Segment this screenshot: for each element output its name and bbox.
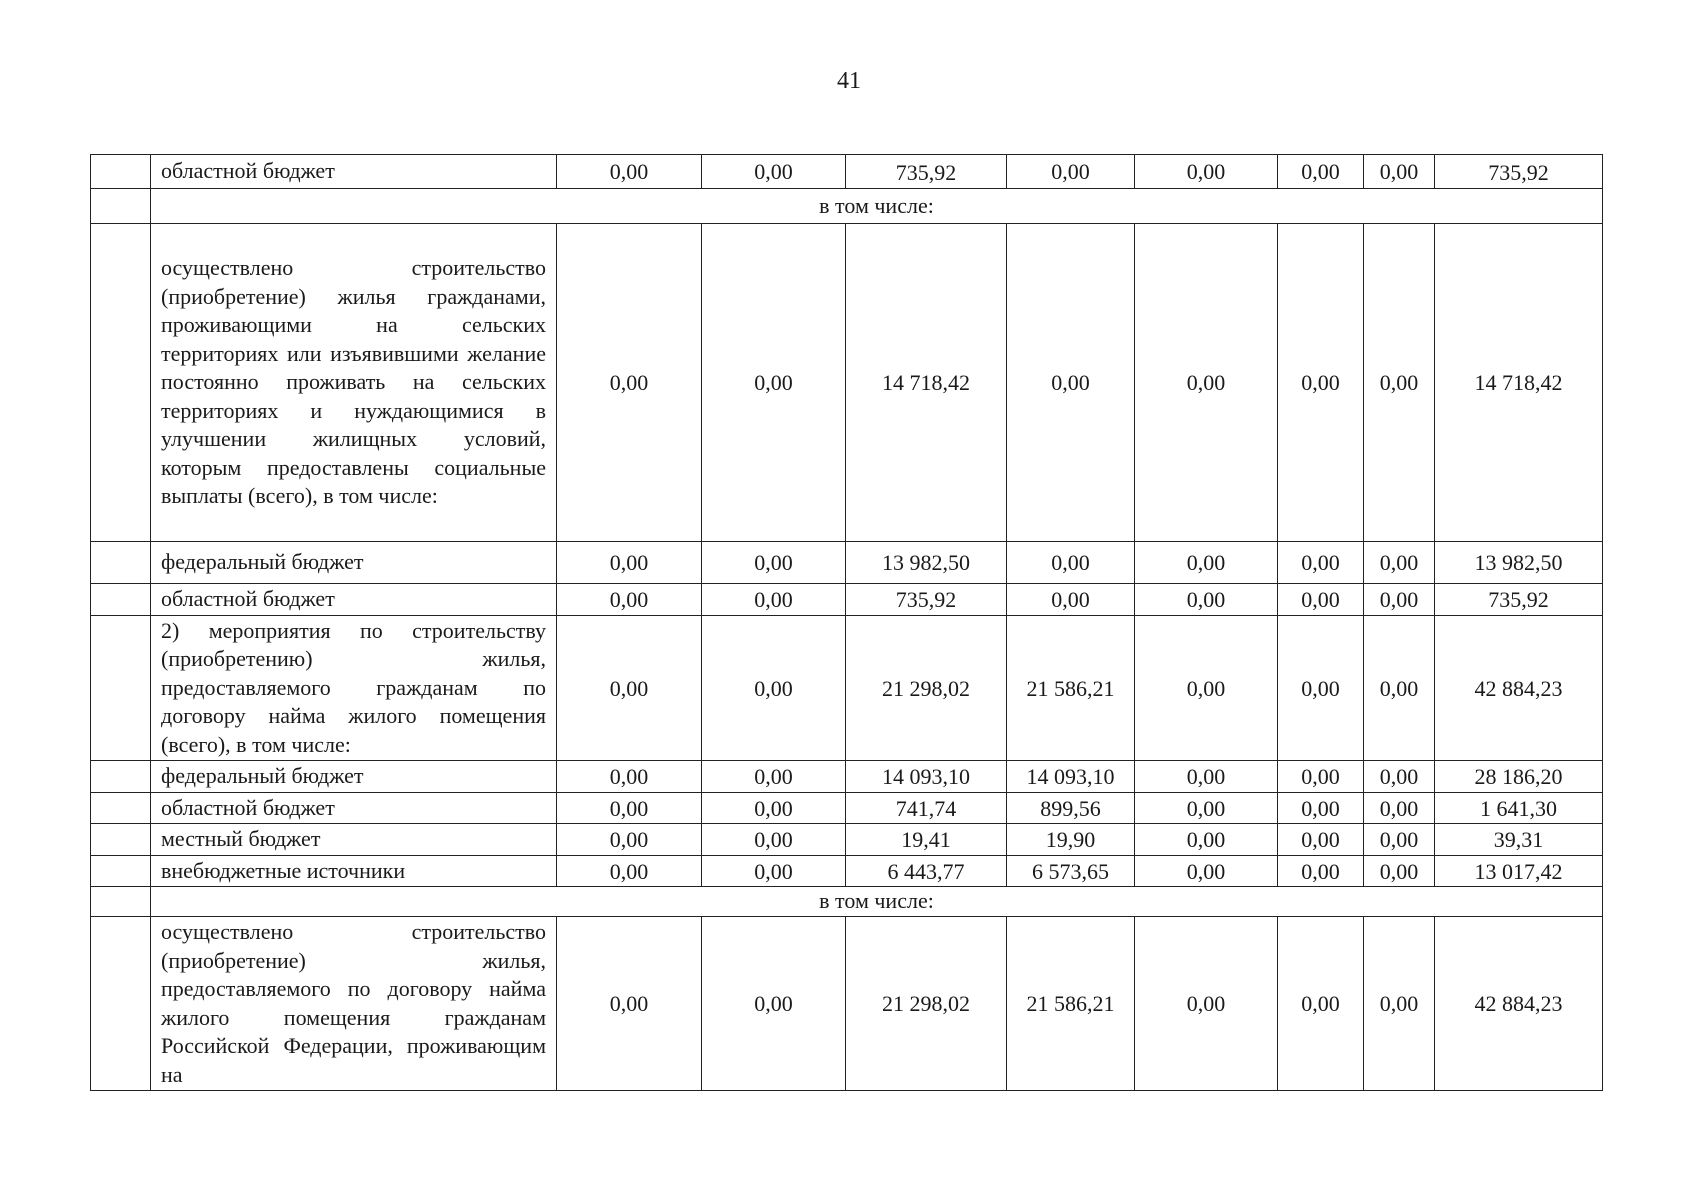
value-cell: 0,00 — [1278, 917, 1364, 1091]
row-label: осуществлено строительство (приобретение) жилья гражданами, проживающими на сельских территориях или изъявившими желание постоянно проживать на сельских территориях и нуждающимися в улучшении жилищных условий, которым предоставлены социальные выплаты (всего), в том числе: — [151, 224, 557, 542]
total-cell: 735,92 — [1435, 155, 1603, 189]
value-cell: 0,00 — [702, 824, 846, 856]
value-cell: 0,00 — [1135, 761, 1278, 793]
value-cell: 14 718,42 — [846, 224, 1007, 542]
value-cell: 0,00 — [1135, 792, 1278, 824]
value-cell: 0,00 — [1135, 917, 1278, 1091]
value-cell: 0,00 — [1278, 542, 1364, 584]
total-cell: 13 982,50 — [1435, 542, 1603, 584]
value-cell: 0,00 — [1135, 615, 1278, 761]
row-label: областной бюджет — [151, 584, 557, 616]
value-cell: 0,00 — [1364, 155, 1435, 189]
table-row — [91, 584, 1603, 616]
value-cell: 19,90 — [1007, 824, 1135, 856]
value-cell: 0,00 — [1278, 584, 1364, 616]
value-cell: 0,00 — [557, 761, 702, 793]
value-cell: 0,00 — [1278, 792, 1364, 824]
row-number-cell — [91, 761, 151, 793]
total-cell: 39,31 — [1435, 824, 1603, 856]
table-row — [91, 761, 1603, 793]
value-cell: 0,00 — [702, 855, 846, 887]
table-row — [91, 824, 1603, 856]
value-cell: 0,00 — [1278, 761, 1364, 793]
table-row — [91, 542, 1603, 584]
table-row — [91, 189, 1603, 224]
row-number-cell — [91, 155, 151, 189]
total-cell: 13 017,42 — [1435, 855, 1603, 887]
value-cell: 21 586,21 — [1007, 615, 1135, 761]
row-number-cell — [91, 189, 151, 224]
value-cell: 0,00 — [1135, 155, 1278, 189]
value-cell: 0,00 — [1135, 584, 1278, 616]
value-cell: 0,00 — [1278, 224, 1364, 542]
value-cell: 0,00 — [557, 792, 702, 824]
row-number-cell — [91, 917, 151, 1091]
value-cell: 0,00 — [557, 155, 702, 189]
value-cell: 735,92 — [846, 584, 1007, 616]
value-cell: 899,56 — [1007, 792, 1135, 824]
row-label: осуществлено строительство (приобретение) жилья, предоставляемого по договору найма жилого помещения гражданам Российской Федерации, проживающим на — [151, 917, 557, 1091]
value-cell: 0,00 — [1364, 615, 1435, 761]
row-number-cell — [91, 792, 151, 824]
total-cell: 42 884,23 — [1435, 917, 1603, 1091]
value-cell: 0,00 — [702, 917, 846, 1091]
table-row — [91, 615, 1603, 761]
value-cell: 6 443,77 — [846, 855, 1007, 887]
value-cell: 21 586,21 — [1007, 917, 1135, 1091]
row-label: областной бюджет — [151, 792, 557, 824]
row-label: федеральный бюджет — [151, 542, 557, 584]
row-label: местный бюджет — [151, 824, 557, 856]
table-row — [91, 155, 1603, 189]
value-cell: 741,74 — [846, 792, 1007, 824]
value-cell: 21 298,02 — [846, 917, 1007, 1091]
value-cell: 0,00 — [702, 792, 846, 824]
value-cell: 0,00 — [1135, 224, 1278, 542]
row-number-cell — [91, 887, 151, 917]
budget-table — [90, 154, 1603, 1091]
row-number-cell — [91, 615, 151, 761]
table-row — [91, 917, 1603, 1091]
page-number: 41 — [837, 68, 861, 94]
value-cell: 0,00 — [1364, 584, 1435, 616]
value-cell: 19,41 — [846, 824, 1007, 856]
value-cell: 0,00 — [702, 584, 846, 616]
value-cell: 0,00 — [1007, 542, 1135, 584]
row-number-cell — [91, 855, 151, 887]
value-cell: 0,00 — [702, 155, 846, 189]
value-cell: 0,00 — [557, 584, 702, 616]
value-cell: 0,00 — [702, 224, 846, 542]
table-row — [91, 792, 1603, 824]
row-label: 2) мероприятия по строительству (приобретению) жилья, предоставляемого гражданам по договору найма жилого помещения (всего), в том числе: — [151, 615, 557, 761]
value-cell: 0,00 — [1007, 155, 1135, 189]
row-label: внебюджетные источники — [151, 855, 557, 887]
row-label: областной бюджет — [151, 155, 557, 189]
value-cell: 0,00 — [1135, 855, 1278, 887]
value-cell: 6 573,65 — [1007, 855, 1135, 887]
value-cell: 0,00 — [557, 542, 702, 584]
value-cell: 0,00 — [1364, 761, 1435, 793]
total-cell: 42 884,23 — [1435, 615, 1603, 761]
subsection-label: в том числе: — [151, 887, 1603, 917]
value-cell: 0,00 — [1364, 792, 1435, 824]
table-row — [91, 224, 1603, 542]
value-cell: 0,00 — [1278, 824, 1364, 856]
value-cell: 0,00 — [1364, 224, 1435, 542]
value-cell: 21 298,02 — [846, 615, 1007, 761]
value-cell: 0,00 — [1278, 855, 1364, 887]
value-cell: 0,00 — [702, 615, 846, 761]
value-cell: 0,00 — [1364, 824, 1435, 856]
total-cell: 14 718,42 — [1435, 224, 1603, 542]
value-cell: 14 093,10 — [846, 761, 1007, 793]
value-cell: 735,92 — [846, 155, 1007, 189]
value-cell: 0,00 — [557, 224, 702, 542]
row-number-cell — [91, 542, 151, 584]
total-cell: 1 641,30 — [1435, 792, 1603, 824]
value-cell: 0,00 — [557, 855, 702, 887]
value-cell: 0,00 — [1135, 542, 1278, 584]
value-cell: 0,00 — [1007, 224, 1135, 542]
value-cell: 0,00 — [1364, 855, 1435, 887]
value-cell: 0,00 — [1278, 615, 1364, 761]
value-cell: 0,00 — [557, 824, 702, 856]
value-cell: 0,00 — [1364, 917, 1435, 1091]
row-number-cell — [91, 224, 151, 542]
value-cell: 13 982,50 — [846, 542, 1007, 584]
total-cell: 28 186,20 — [1435, 761, 1603, 793]
table-row — [91, 887, 1603, 917]
value-cell: 14 093,10 — [1007, 761, 1135, 793]
value-cell: 0,00 — [557, 615, 702, 761]
total-cell: 735,92 — [1435, 584, 1603, 616]
value-cell: 0,00 — [702, 542, 846, 584]
row-number-cell — [91, 824, 151, 856]
value-cell: 0,00 — [557, 917, 702, 1091]
value-cell: 0,00 — [1135, 824, 1278, 856]
table-row — [91, 855, 1603, 887]
value-cell: 0,00 — [1278, 155, 1364, 189]
row-number-cell — [91, 584, 151, 616]
row-label: федеральный бюджет — [151, 761, 557, 793]
value-cell: 0,00 — [1364, 542, 1435, 584]
value-cell: 0,00 — [702, 761, 846, 793]
value-cell: 0,00 — [1007, 584, 1135, 616]
subsection-label: в том числе: — [151, 189, 1603, 224]
